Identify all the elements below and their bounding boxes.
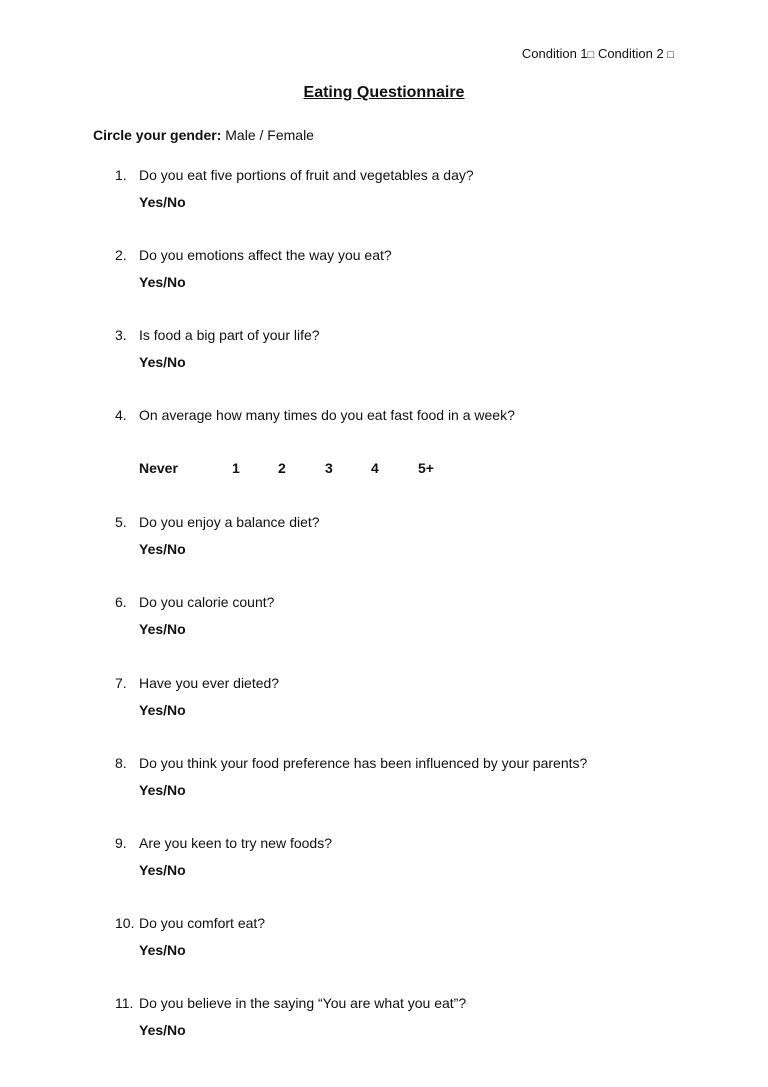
- gender-line: [93, 127, 314, 143]
- condition-1-label: Condition 1: [521, 46, 588, 61]
- scale-option-never[interactable]: Never: [139, 460, 178, 476]
- answer-yes-no[interactable]: Yes/No: [139, 274, 186, 290]
- scale-option-3[interactable]: 3: [325, 460, 333, 476]
- answer-yes-no[interactable]: Yes/No: [139, 782, 186, 798]
- question-text: Do you think your food preference has been influenced by your parents?: [139, 755, 588, 771]
- answer-yes-no[interactable]: Yes/No: [139, 194, 186, 210]
- question-text: Do you emotions affect the way you eat?: [139, 247, 392, 263]
- question-number: 10.: [115, 915, 135, 931]
- question-text: Do you comfort eat?: [139, 915, 266, 931]
- scale-option-5-plus[interactable]: 5+: [418, 460, 434, 476]
- question-number: 4.: [115, 407, 127, 423]
- question-number: 9.: [115, 835, 127, 851]
- gender-options[interactable]: Male / Female: [225, 127, 314, 143]
- question-number: 5.: [115, 514, 127, 530]
- question-text: Are you keen to try new foods?: [139, 835, 332, 851]
- answer-yes-no[interactable]: Yes/No: [139, 621, 186, 637]
- answer-yes-no[interactable]: Yes/No: [139, 702, 186, 718]
- question-number: 3.: [115, 327, 127, 343]
- question-number: 1.: [115, 167, 127, 183]
- scale-option-4[interactable]: 4: [371, 460, 379, 476]
- condition-2-checkbox[interactable]: □: [667, 49, 674, 61]
- question-number: 8.: [115, 755, 127, 771]
- condition-selector: [522, 46, 674, 61]
- scale-option-2[interactable]: 2: [278, 460, 286, 476]
- answer-yes-no[interactable]: Yes/No: [139, 354, 186, 370]
- question-text: Do you believe in the saying “You are what you eat”?: [139, 995, 467, 1011]
- condition-2-label: Condition 2: [597, 46, 664, 61]
- question-number: 2.: [115, 247, 127, 263]
- question-text: Do you calorie count?: [139, 594, 275, 610]
- question-number: 11.: [115, 995, 134, 1011]
- question-number: 7.: [115, 675, 127, 691]
- question-text: Do you enjoy a balance diet?: [139, 514, 320, 530]
- gender-label: Circle your gender:: [93, 127, 222, 143]
- answer-yes-no[interactable]: Yes/No: [139, 1022, 186, 1038]
- question-text: On average how many times do you eat fast food in a week?: [139, 407, 515, 423]
- question-text: Have you ever dieted?: [139, 675, 280, 691]
- answer-yes-no[interactable]: Yes/No: [139, 541, 186, 557]
- page-title: Eating Questionnaire: [303, 84, 465, 101]
- question-text: Is food a big part of your life?: [139, 327, 320, 343]
- question-number: 6.: [115, 594, 127, 610]
- answer-yes-no[interactable]: Yes/No: [139, 942, 186, 958]
- question-text: Do you eat five portions of fruit and vegetables a day?: [139, 167, 474, 183]
- condition-1-checkbox[interactable]: □: [587, 49, 595, 61]
- answer-yes-no[interactable]: Yes/No: [139, 862, 186, 878]
- scale-option-1[interactable]: 1: [232, 460, 240, 476]
